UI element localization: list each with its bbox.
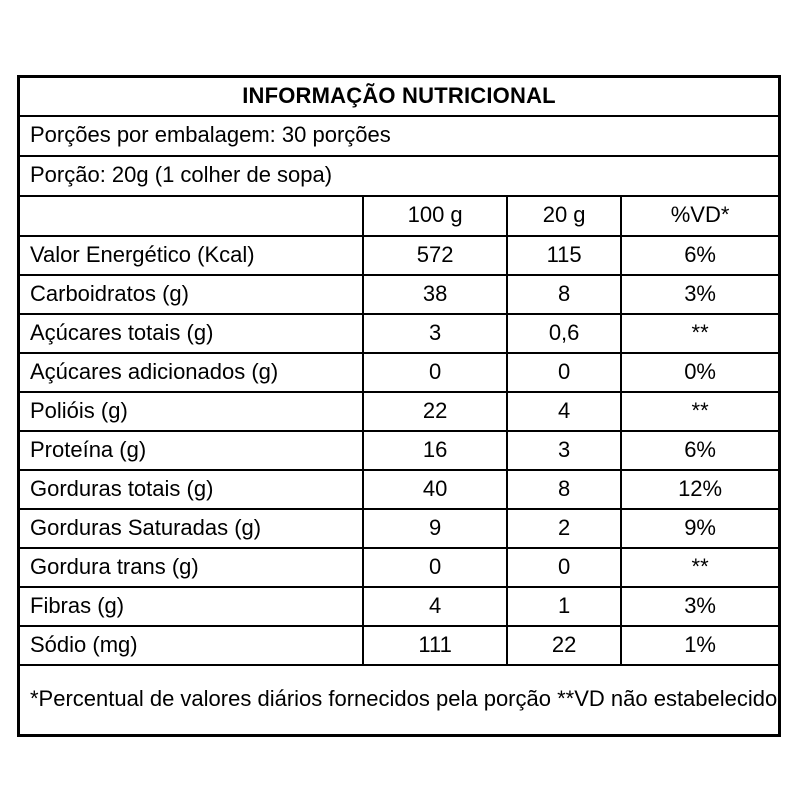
value-per-20g: 0 xyxy=(507,353,621,392)
value-per-100g: 0 xyxy=(363,548,507,587)
value-per-100g: 9 xyxy=(363,509,507,548)
table-row xyxy=(19,587,780,626)
value-per-100g: 40 xyxy=(363,470,507,509)
portion-size: Porção: 20g (1 colher de sopa) xyxy=(19,156,780,196)
servings-per-package: Porções por embalagem: 30 porções xyxy=(19,116,780,156)
value-vd: 0% xyxy=(621,353,779,392)
column-header-label xyxy=(19,196,364,236)
value-per-100g: 0 xyxy=(363,353,507,392)
value-vd: ** xyxy=(621,548,779,587)
table-row xyxy=(19,392,780,431)
table-row xyxy=(19,314,780,353)
nutrient-label: Gorduras Saturadas (g) xyxy=(19,509,364,548)
nutrient-label: Fibras (g) xyxy=(19,587,364,626)
nutrition-facts-panel xyxy=(17,75,781,737)
value-per-20g: 2 xyxy=(507,509,621,548)
nutrient-label: Gordura trans (g) xyxy=(19,548,364,587)
column-header-per20: 20 g xyxy=(507,196,621,236)
table-row xyxy=(19,470,780,509)
value-vd: 9% xyxy=(621,509,779,548)
table-title-row xyxy=(19,77,780,116)
value-vd: 6% xyxy=(621,236,779,275)
nutrient-label: Proteína (g) xyxy=(19,431,364,470)
nutrient-label: Sódio (mg) xyxy=(19,626,364,665)
column-header-per100: 100 g xyxy=(363,196,507,236)
table-row xyxy=(19,275,780,314)
value-per-20g: 8 xyxy=(507,470,621,509)
column-header-vd: %VD* xyxy=(621,196,779,236)
nutrient-label: Valor Energético (Kcal) xyxy=(19,236,364,275)
footnote-text: *Percentual de valores diários fornecidos pela porção **VD não estabelecido xyxy=(19,665,780,736)
table-row xyxy=(19,431,780,470)
table-title: INFORMAÇÃO NUTRICIONAL xyxy=(19,77,780,116)
value-per-20g: 22 xyxy=(507,626,621,665)
value-per-20g: 0,6 xyxy=(507,314,621,353)
value-per-100g: 572 xyxy=(363,236,507,275)
value-per-100g: 3 xyxy=(363,314,507,353)
value-vd: 12% xyxy=(621,470,779,509)
value-vd: 1% xyxy=(621,626,779,665)
nutrient-label: Açúcares adicionados (g) xyxy=(19,353,364,392)
nutrition-table xyxy=(17,75,781,737)
value-per-20g: 4 xyxy=(507,392,621,431)
table-row xyxy=(19,236,780,275)
nutrient-label: Polióis (g) xyxy=(19,392,364,431)
value-per-20g: 3 xyxy=(507,431,621,470)
value-per-20g: 8 xyxy=(507,275,621,314)
value-vd: ** xyxy=(621,314,779,353)
value-vd: 6% xyxy=(621,431,779,470)
value-per-100g: 16 xyxy=(363,431,507,470)
value-per-100g: 22 xyxy=(363,392,507,431)
value-per-100g: 4 xyxy=(363,587,507,626)
table-row xyxy=(19,626,780,665)
table-row xyxy=(19,548,780,587)
table-row xyxy=(19,353,780,392)
servings-row xyxy=(19,116,780,156)
value-per-100g: 38 xyxy=(363,275,507,314)
portion-row xyxy=(19,156,780,196)
table-row xyxy=(19,509,780,548)
value-vd: 3% xyxy=(621,587,779,626)
column-header-row xyxy=(19,196,780,236)
footnote-row xyxy=(19,665,780,736)
value-per-100g: 111 xyxy=(363,626,507,665)
nutrient-label: Gorduras totais (g) xyxy=(19,470,364,509)
value-per-20g: 115 xyxy=(507,236,621,275)
value-per-20g: 0 xyxy=(507,548,621,587)
value-per-20g: 1 xyxy=(507,587,621,626)
nutrient-label: Açúcares totais (g) xyxy=(19,314,364,353)
value-vd: ** xyxy=(621,392,779,431)
nutrient-label: Carboidratos (g) xyxy=(19,275,364,314)
value-vd: 3% xyxy=(621,275,779,314)
